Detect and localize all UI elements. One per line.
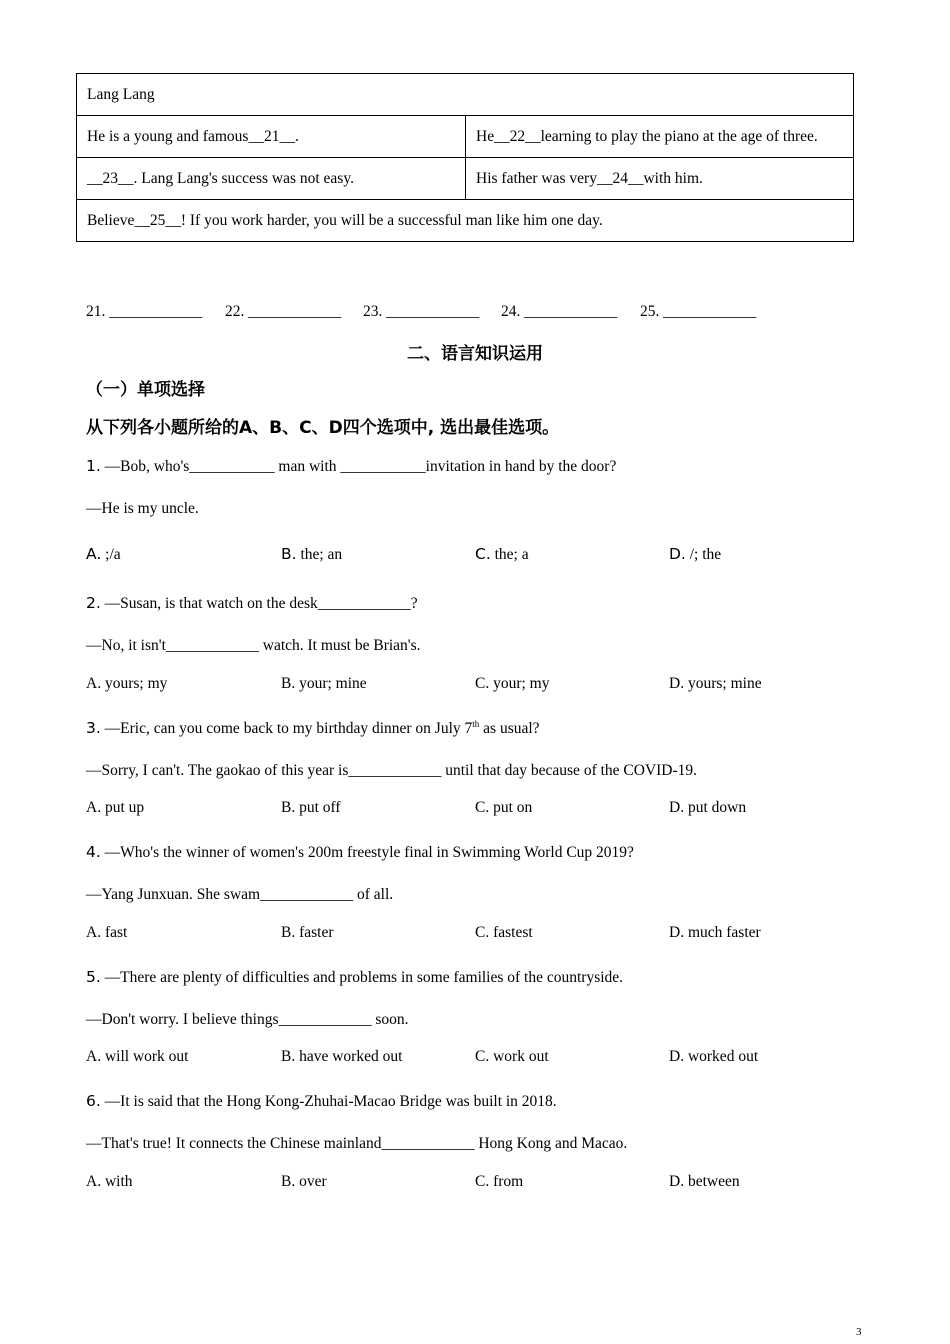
option-letter: C. bbox=[475, 799, 490, 816]
option-text: the; a bbox=[494, 546, 529, 563]
option-letter: D. bbox=[669, 675, 685, 692]
cell-text: His father was very bbox=[476, 169, 597, 187]
option-text: work out bbox=[493, 1048, 549, 1065]
reading-table bbox=[76, 73, 854, 242]
option-d[interactable] bbox=[669, 924, 761, 942]
cell-text: ! If you work harder, you will be a successful man like him one day. bbox=[180, 211, 603, 229]
question-1-reply: —He is my uncle. bbox=[86, 500, 199, 517]
option-d[interactable] bbox=[669, 545, 721, 564]
option-c[interactable] bbox=[475, 545, 529, 564]
question-number: 1. bbox=[86, 457, 101, 475]
question-2-stem bbox=[86, 594, 418, 613]
option-text: fastest bbox=[493, 924, 533, 941]
option-text: put on bbox=[493, 799, 533, 816]
cell-text: Believe bbox=[87, 211, 135, 229]
option-c[interactable] bbox=[475, 1048, 549, 1066]
option-a[interactable] bbox=[86, 1173, 133, 1191]
question-number: 3. bbox=[86, 719, 101, 738]
option-a[interactable] bbox=[86, 924, 127, 942]
blank-23: __23__ bbox=[87, 169, 134, 187]
question-4-stem bbox=[86, 843, 634, 862]
table-cell bbox=[466, 116, 854, 158]
cell-text: . Lang Lang's success was not easy. bbox=[133, 169, 354, 187]
question-5-reply: —Don't worry. I believe things____________ soon. bbox=[86, 1011, 409, 1028]
option-text: your; my bbox=[493, 675, 550, 692]
option-letter: C. bbox=[475, 545, 491, 563]
question-text: as usual? bbox=[479, 720, 540, 738]
question-text: —Who's the winner of women's 200m freestyle final in Swimming World Cup 2019? bbox=[104, 844, 634, 861]
question-number: 5. bbox=[86, 968, 101, 986]
option-text: put up bbox=[104, 799, 145, 816]
option-c[interactable] bbox=[475, 924, 533, 942]
option-a[interactable] bbox=[86, 799, 144, 817]
table-cell bbox=[77, 200, 854, 242]
option-letter: C. bbox=[475, 675, 490, 692]
question-text: —Bob, who's___________ man with ___________invitation in hand by the door? bbox=[104, 458, 617, 475]
option-c[interactable] bbox=[475, 799, 532, 817]
option-letter: B. bbox=[281, 1048, 296, 1065]
section-title: 二、语言知识运用 bbox=[407, 344, 543, 364]
question-6-stem bbox=[86, 1092, 557, 1111]
option-letter: D. bbox=[669, 1048, 685, 1065]
question-5-stem bbox=[86, 968, 623, 987]
blank-21: __21__ bbox=[248, 127, 295, 145]
option-text: the; an bbox=[300, 546, 343, 563]
option-letter: D. bbox=[669, 545, 686, 563]
cell-text: . bbox=[294, 127, 299, 145]
table-title: Lang Lang bbox=[87, 85, 155, 103]
option-text: have worked out bbox=[299, 1048, 403, 1065]
question-text: —It is said that the Hong Kong-Zhuhai-Macao Bridge was built in 2018. bbox=[104, 1093, 557, 1110]
question-2-reply: —No, it isn't____________ watch. It must be Brian's. bbox=[86, 637, 421, 654]
option-b[interactable] bbox=[281, 1048, 402, 1066]
option-b[interactable] bbox=[281, 799, 341, 817]
option-b[interactable] bbox=[281, 1173, 327, 1191]
option-c[interactable] bbox=[475, 675, 550, 693]
blank-25: __25__ bbox=[134, 211, 181, 229]
question-text: —Susan, is that watch on the desk____________? bbox=[104, 595, 418, 612]
question-number: 4. bbox=[86, 843, 101, 861]
option-letter: D. bbox=[669, 1173, 685, 1190]
option-letter: A. bbox=[86, 799, 102, 816]
cell-text: He is a young and famous bbox=[87, 127, 249, 145]
option-text: put off bbox=[299, 799, 341, 816]
option-b[interactable] bbox=[281, 545, 342, 564]
option-text: yours; mine bbox=[687, 675, 762, 692]
option-a[interactable] bbox=[86, 675, 167, 693]
option-letter: B. bbox=[281, 1173, 296, 1190]
cell-text: learning to play the piano at the age of three. bbox=[540, 127, 818, 145]
table-cell bbox=[77, 158, 466, 200]
option-text: faster bbox=[299, 924, 334, 941]
question-text: —There are plenty of difficulties and problems in some families of the countryside. bbox=[104, 969, 624, 986]
option-letter: A. bbox=[86, 545, 102, 563]
cell-text: He bbox=[476, 127, 495, 145]
option-c[interactable] bbox=[475, 1173, 523, 1191]
option-text: with bbox=[104, 1173, 133, 1190]
option-letter: C. bbox=[475, 1048, 490, 1065]
blank-24: __24__ bbox=[596, 169, 644, 187]
option-text: over bbox=[299, 1173, 327, 1190]
option-text: between bbox=[687, 1173, 740, 1190]
option-letter: C. bbox=[475, 1173, 490, 1190]
question-number: 2. bbox=[86, 594, 101, 612]
option-letter: A. bbox=[86, 1048, 102, 1065]
option-d[interactable] bbox=[669, 799, 746, 817]
table-title-cell bbox=[77, 74, 854, 116]
question-3-stem bbox=[86, 719, 540, 738]
option-text: ;/a bbox=[105, 546, 121, 563]
option-text: fast bbox=[104, 924, 128, 941]
option-letter: B. bbox=[281, 799, 296, 816]
question-6-reply: —That's true! It connects the Chinese mainland____________ Hong Kong and Macao. bbox=[86, 1135, 628, 1152]
question-1-stem bbox=[86, 457, 616, 476]
answer-blank-23[interactable]: 23. ____________ bbox=[363, 303, 480, 320]
option-letter: A. bbox=[86, 675, 102, 692]
option-b[interactable] bbox=[281, 675, 367, 693]
option-letter: D. bbox=[669, 799, 685, 816]
option-text: /; the bbox=[689, 546, 722, 563]
option-text: much faster bbox=[687, 924, 761, 941]
table-cell bbox=[77, 116, 466, 158]
option-letter: B. bbox=[281, 924, 296, 941]
option-letter: A. bbox=[86, 1173, 102, 1190]
option-letter: D. bbox=[669, 924, 685, 941]
option-d[interactable] bbox=[669, 675, 762, 693]
option-text: your; mine bbox=[299, 675, 367, 692]
cell-text: with him. bbox=[643, 169, 703, 187]
option-b[interactable] bbox=[281, 924, 334, 942]
option-a[interactable] bbox=[86, 1048, 188, 1066]
option-text: worked out bbox=[687, 1048, 759, 1065]
option-text: will work out bbox=[104, 1048, 189, 1065]
answer-blank-22[interactable]: 22. ____________ bbox=[225, 303, 342, 320]
option-d[interactable] bbox=[669, 1173, 740, 1191]
option-letter: B. bbox=[281, 675, 296, 692]
option-letter: A. bbox=[86, 924, 102, 941]
page-number: 3 bbox=[856, 1326, 862, 1338]
instruction: 从下列各小题所给的A、B、C、D四个选项中, 选出最佳选项。 bbox=[86, 418, 560, 438]
answer-blank-25[interactable]: 25. ____________ bbox=[640, 303, 757, 320]
question-4-reply: —Yang Junxuan. She swam____________ of all. bbox=[86, 886, 394, 903]
option-text: put down bbox=[687, 799, 747, 816]
option-a[interactable] bbox=[86, 545, 121, 564]
answer-blank-24[interactable]: 24. ____________ bbox=[501, 303, 618, 320]
subsection-title: （一）单项选择 bbox=[86, 380, 205, 400]
option-letter: C. bbox=[475, 924, 490, 941]
option-text: yours; my bbox=[104, 675, 168, 692]
table-cell bbox=[466, 158, 854, 200]
answer-blank-21[interactable]: 21. ____________ bbox=[86, 303, 203, 320]
superscript: th bbox=[472, 719, 480, 729]
question-3-reply: —Sorry, I can't. The gaokao of this year is____________ until that day because of the COVID-19. bbox=[86, 762, 698, 779]
question-text: —Eric, can you come back to my birthday dinner on July 7 bbox=[104, 720, 473, 738]
option-letter: B. bbox=[281, 545, 297, 563]
option-text: from bbox=[493, 1173, 524, 1190]
blank-22: __22__ bbox=[494, 127, 541, 145]
question-number: 6. bbox=[86, 1092, 101, 1110]
option-d[interactable] bbox=[669, 1048, 758, 1066]
